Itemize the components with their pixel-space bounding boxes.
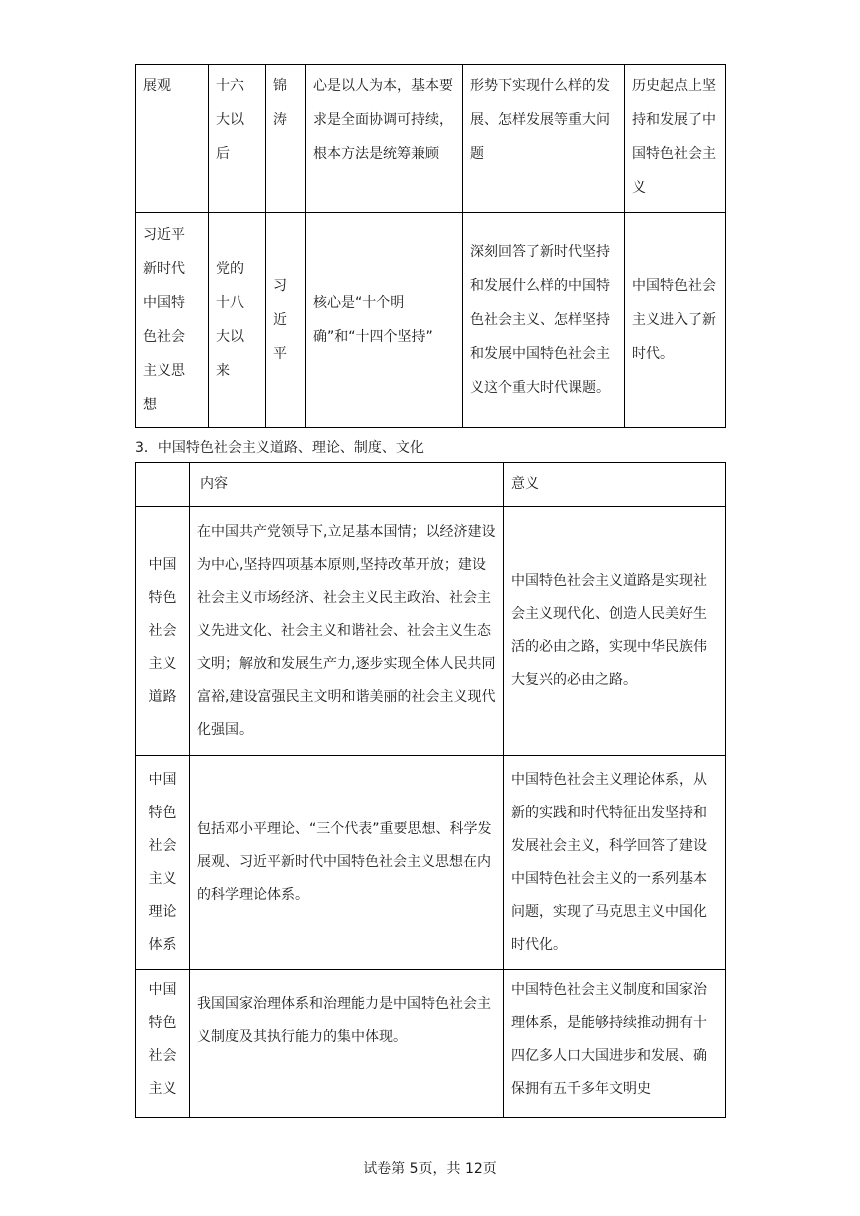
question-cell: 形势下实现什么样的发展、怎样发展等重大问题 xyxy=(463,65,625,213)
theory-name-cell: 展观 xyxy=(136,65,209,213)
section-heading: 3．中国特色社会主义道路、理论、制度、文化 xyxy=(135,440,424,456)
significance-cell: 中国特色社会主义道路是实现社会主义现代化、创造人民美好生活的必由之路，实现中华民族伟大复兴的必由之路。 xyxy=(504,507,726,756)
table-row xyxy=(136,970,726,1118)
page-footer: 试卷第 5页，共 12页 xyxy=(363,1161,497,1177)
content-cell: 在中国共产党领导下,立足基本国情；以经济建设为中心,坚持四项基本原则,坚持改革开放；建设社会主义市场经济、社会主义民主政治、社会主义先进文化、社会主义和谐社会、社会主义生态文明；解放和发展生产力,逐步实现全体人民共同富裕,建设富强民主文明和谐美丽的社会主义现代化强国。 xyxy=(190,507,504,756)
theory-table-continued xyxy=(135,64,726,428)
significance-cell: 历史起点上坚持和发展了中国特色社会主义 xyxy=(625,65,726,213)
person-cell: 锦 涛 xyxy=(266,65,306,213)
category-cell: 中国 特色 社会 主义 xyxy=(136,970,190,1118)
socialism-path-theory-table xyxy=(135,462,726,1118)
category-cell: 中国 特色 社会 主义 道路 xyxy=(136,507,190,756)
table-row xyxy=(136,756,726,970)
header-blank-cell xyxy=(136,463,190,507)
category-cell: 中国 特色 社会 主义 理论 体系 xyxy=(136,756,190,970)
significance-cell: 中国特色社会主义进入了新时代。 xyxy=(625,213,726,428)
content-cell: 包括邓小平理论、“三个代表”重要思想、科学发展观、习近平新时代中国特色社会主义思想在内的科学理论体系。 xyxy=(190,756,504,970)
time-cell: 党的 十八 大以 来 xyxy=(209,213,266,428)
header-significance-cell: 意义 xyxy=(504,463,726,507)
table-row xyxy=(136,65,726,213)
person-cell: 习 近 平 xyxy=(266,213,306,428)
question-cell: 深刻回答了新时代坚持和发展什么样的中国特色社会主义、怎样坚持和发展中国特色社会主义这个重大时代课题。 xyxy=(463,213,625,428)
time-cell: 十六 大以 后 xyxy=(209,65,266,213)
content-cell: 核心是“十个明确”和“十四个坚持” xyxy=(306,213,463,428)
table-row xyxy=(136,213,726,428)
content-cell: 心是以人为本，基本要求是全面协调可持续，根本方法是统筹兼顾 xyxy=(306,65,463,213)
table-header-row xyxy=(136,463,726,507)
significance-cell: 中国特色社会主义制度和国家治理体系，是能够持续推动拥有十四亿多人口大国进步和发展、确保拥有五千多年文明史 xyxy=(504,970,726,1118)
table-row xyxy=(136,507,726,756)
significance-cell: 中国特色社会主义理论体系，从新的实践和时代特征出发坚持和发展社会主义，科学回答了建设中国特色社会主义的一系列基本问题，实现了马克思主义中国化时代化。 xyxy=(504,756,726,970)
header-content-cell: 内容 xyxy=(190,463,504,507)
theory-name-cell: 习近平 新时代 中国特 色社会 主义思 想 xyxy=(136,213,209,428)
content-cell: 我国国家治理体系和治理能力是中国特色社会主义制度及其执行能力的集中体现。 xyxy=(190,970,504,1118)
